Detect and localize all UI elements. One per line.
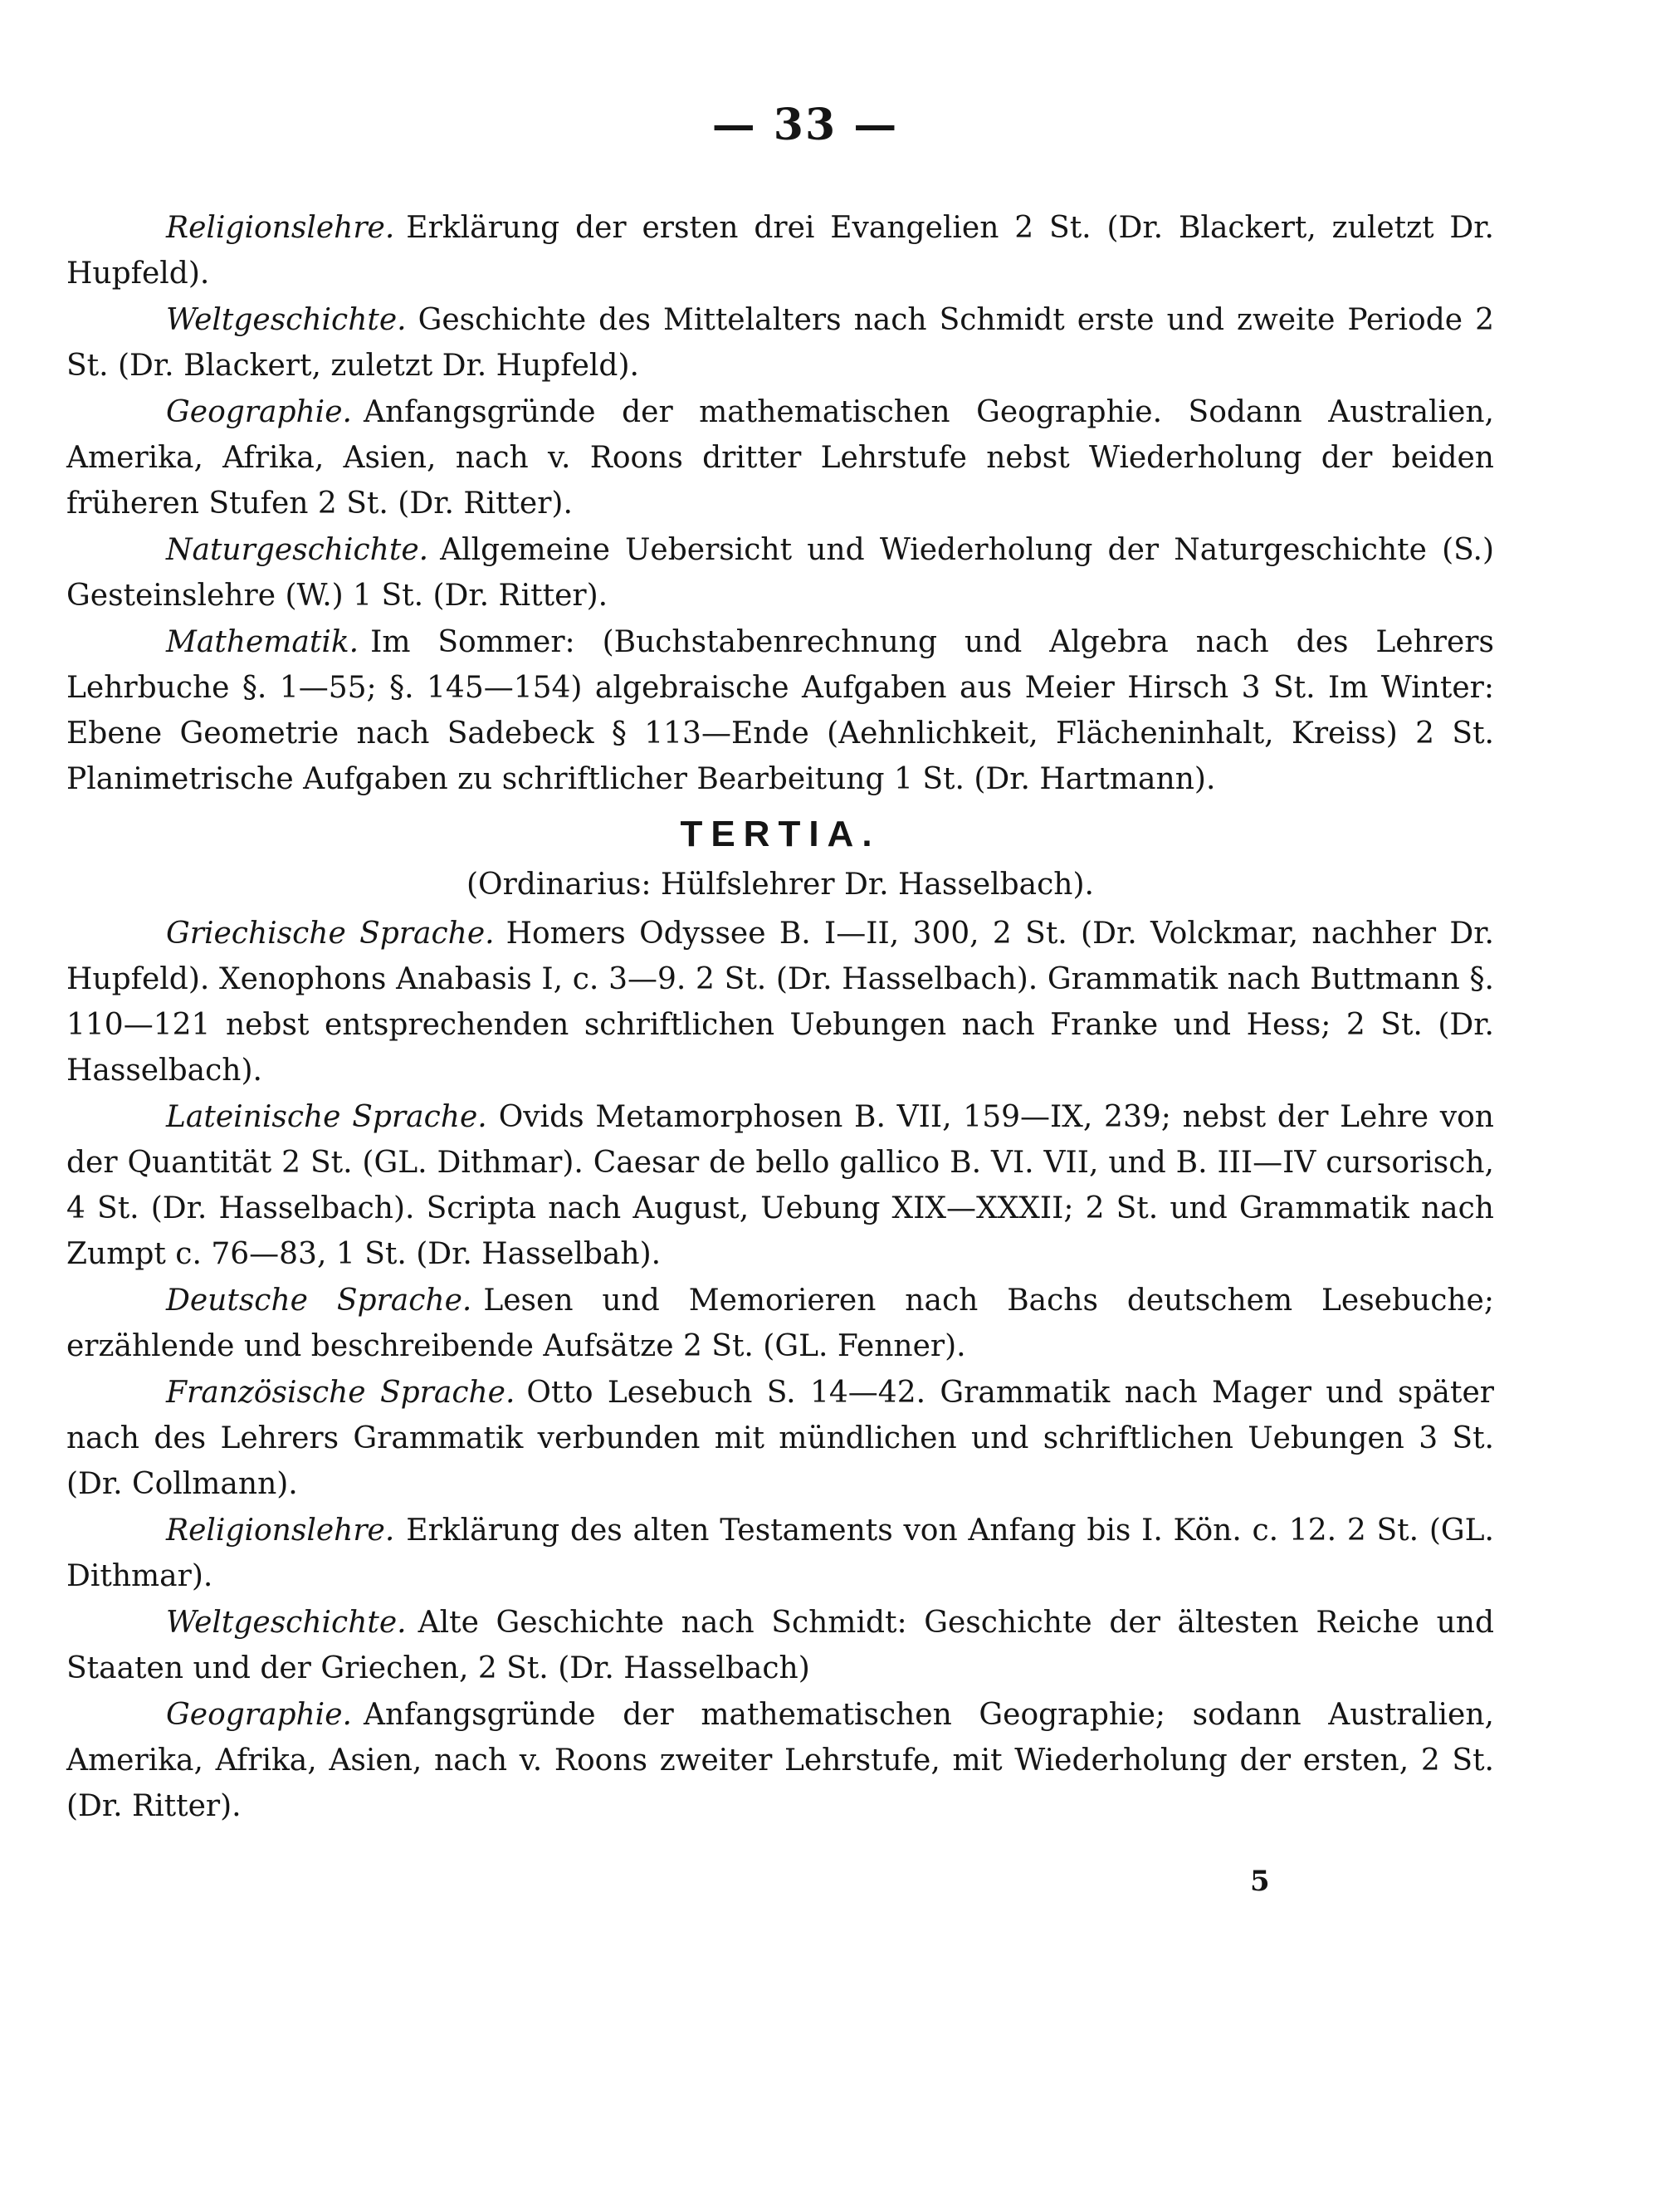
course-entry-history-2 — [66, 1600, 1494, 1691]
subject-label: Weltgeschichte. — [166, 1606, 407, 1640]
subject-label: Deutsche Sprache. — [166, 1284, 472, 1318]
course-text: Anfangsgründe der mathematischen Geographie. Sodann Australien, Amerika, Afrika, Asien, nach v. Roons dritter Lehrstufe nebst Wiederholung der beiden früheren Stufen 2 St. (Dr. Ritter). — [66, 395, 1494, 521]
section-subtitle: (Ordinarius: Hülfslehrer Dr. Hasselbach). — [466, 868, 1094, 902]
course-text: Im Sommer: (Buchstabenrechnung und Algebra nach des Lehrers Lehrbuche §. 1—55; §. 145—154) algebraische Aufgaben aus Meier Hirsch 3 St. Im Winter: Ebene Geometrie nach Sadebeck § 113—Ende (Aehnlichkeit, Flächeninhalt, Kreiss) 2 St. Planimetrische Aufgaben zu schriftlicher Bearbeitung 1 St. (Dr. Hartmann). — [66, 625, 1494, 796]
course-entry-history-1 — [66, 297, 1494, 389]
subject-label: Religionslehre. — [166, 1514, 395, 1548]
section-title: TERTIA. — [680, 814, 881, 854]
course-entry-german — [66, 1278, 1494, 1369]
course-entry-mathematics — [66, 619, 1494, 802]
course-text: Homers Odyssee B. I—II, 300, 2 St. (Dr. Volckmar, nachher Dr. Hupfeld). Xenophons Anabasis I, c. 3—9. 2 St. (Dr. Hasselbach). Grammatik nach Buttmann §. 110—121 nebst entsprechenden schriftlichen Uebungen nach Franke und Hess; 2 St. (Dr. Hasselbach). — [66, 917, 1494, 1088]
sections-after — [66, 911, 1494, 1829]
subject-label: Mathematik. — [166, 625, 359, 659]
course-text: Allgemeine Uebersicht und Wiederholung der Naturgeschichte (S.) Gesteinslehre (W.) 1 St. (Dr. Ritter). — [66, 533, 1494, 613]
course-entry-greek — [66, 911, 1494, 1093]
course-entry-geography-1 — [66, 389, 1494, 526]
course-text: Otto Lesebuch S. 14—42. Grammatik nach Mager und später nach des Lehrers Grammatik verbunden mit mündlichen und schriftlichen Uebungen 3 St. (Dr. Collmann). — [66, 1376, 1494, 1501]
subject-label: Weltgeschichte. — [166, 303, 407, 337]
subject-label: Geographie. — [166, 395, 352, 429]
course-text: Erklärung des alten Testaments von Anfang bis I. Kön. c. 12. 2 St. (GL. Dithmar). — [66, 1514, 1494, 1593]
signature-mark: 5 — [1250, 1865, 1270, 1898]
course-text: Lesen und Memorieren nach Bachs deutschem Lesebuche; erzählende und beschreibende Aufsätze 2 St. (GL. Fenner). — [66, 1284, 1494, 1363]
course-text: Alte Geschichte nach Schmidt: Geschichte der ältesten Reiche und Staaten und der Griechen, 2 St. (Dr. Hasselbach) — [66, 1606, 1494, 1685]
course-entry-religion-1 — [66, 205, 1494, 296]
course-entry-natural-history — [66, 527, 1494, 619]
course-entry-latin — [66, 1094, 1494, 1277]
course-text: Geschichte des Mittelalters nach Schmidt erste und zweite Periode 2 St. (Dr. Blackert, zuletzt Dr. Hupfeld). — [66, 303, 1494, 383]
subject-label: Lateinische Sprache. — [166, 1100, 487, 1134]
subject-label: Naturgeschichte. — [166, 533, 429, 567]
course-entry-religion-2 — [66, 1508, 1494, 1599]
course-entry-geography-2 — [66, 1692, 1494, 1829]
course-text: Anfangsgründe der mathematischen Geographie; sodann Australien, Amerika, Afrika, Asien, nach v. Roons zweiter Lehrstufe, mit Wiederholung der ersten, 2 St. (Dr. Ritter). — [66, 1698, 1494, 1823]
subject-label: Französische Sprache. — [166, 1376, 515, 1410]
course-text: Ovids Metamorphosen B. VII, 159—IX, 239; nebst der Lehre von der Quantität 2 St. (GL. Dithmar). Caesar de bello gallico B. VI. VII, und B. III—IV cursorisch, 4 St. (Dr. Hasselbach). Scripta nach August, Uebung XIX—XXXII; 2 St. und Grammatik nach Zumpt c. 76—83, 1 St. (Dr. Hasselbah). — [66, 1100, 1494, 1271]
page-body — [66, 100, 1494, 1830]
page-number: — 33 — — [711, 100, 899, 150]
course-entry-french — [66, 1370, 1494, 1507]
subject-label: Religionslehre. — [166, 211, 395, 245]
subject-label: Geographie. — [166, 1698, 352, 1732]
sections-before — [66, 205, 1494, 802]
course-text: Erklärung der ersten drei Evangelien 2 St. (Dr. Blackert, zuletzt Dr. Hupfeld). — [66, 211, 1494, 291]
subject-label: Griechische Sprache. — [166, 917, 495, 951]
